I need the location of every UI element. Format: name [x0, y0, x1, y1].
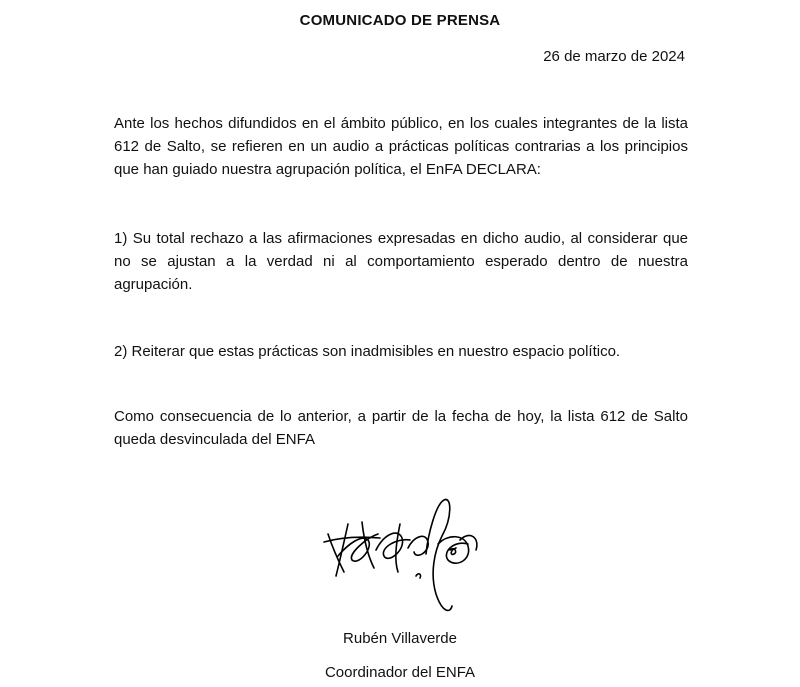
paragraph-point-1: 1) Su total rechazo a las afirmaciones expresadas en dicho audio, al considerar que no se ajustan a la verdad ni al comportamiento esperado dentro de nuestra agrupación.	[114, 230, 688, 293]
signer-role: Coordinador del ENFA	[324, 664, 476, 681]
paragraph-point-2: 2) Reiterar que estas prácticas son inadmisibles en nuestro espacio político.	[114, 343, 621, 360]
signer-name: Rubén Villaverde	[343, 630, 457, 647]
document-title: COMUNICADO DE PRENSA	[299, 12, 501, 29]
paragraph-conclusion: Como consecuencia de lo anterior, a partir de la fecha de hoy, la lista 612 de Salto queda desvinculada del ENFA	[114, 408, 688, 448]
handwritten-signature	[318, 494, 488, 620]
document-date: 26 de marzo de 2024	[543, 48, 685, 65]
paragraph-intro: Ante los hechos difundidos en el ámbito público, en los cuales integrantes de la lista 612 de Salto, se refieren en un audio a prácticas políticas contrarias a los principios que han guiado nuestra agrupación política, el EnFA DECLARA:	[114, 115, 688, 178]
